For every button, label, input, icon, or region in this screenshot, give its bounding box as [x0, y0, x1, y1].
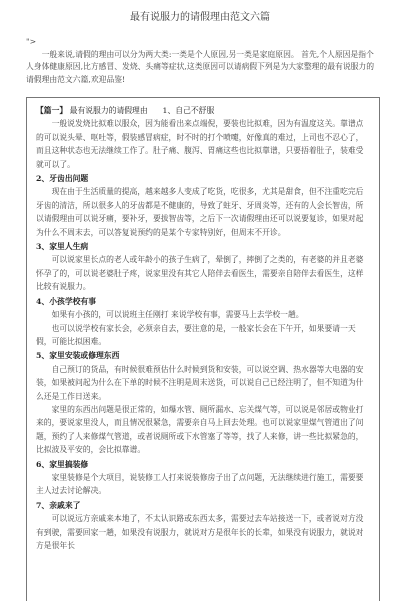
item-heading: 5、家里安装或修理东西 [36, 351, 120, 361]
item-heading: 6、家里搞装修 [36, 459, 89, 469]
section-title: 最有说服力的请假理由 [69, 106, 148, 115]
body-paragraph: 家里装修是个大项目，说装修工人打来说装修房子出了点问题，无法继续进行施工，需要要主人过去讨论解决。 [36, 472, 364, 496]
section-bracket: 【篇一】 [36, 106, 68, 115]
item-heading: 1、自己不舒服 [162, 106, 215, 115]
item-heading: 3、家里人生病 [36, 242, 89, 252]
body-paragraph: 可以说家里长点的老人或年龄小的孩子生病了，晕倒了，摔倒了之类的，有老婆的并且老婆怀孕了的，可以说老婆肚子疼，说家里没有其它人陪伴去看医生，需要亲自陪伴去看医生，这样比较有说服力。 [36, 255, 364, 292]
item-heading: 7、亲戚来了 [36, 500, 81, 510]
item-heading: 4、小孩学校有事 [36, 296, 97, 306]
intro-paragraph: 一般来说,请假的理由可以分为两大类:一类是个人原因,另一类是家庭原因。 首先,个人原因是指个人身体健康原因,比方感冒、发烧、头痛等症状,这类原因可以请病假下列是为大家整理的最有说服力的请假理由范文六篇,欢迎品鉴! [26, 49, 375, 85]
body-paragraph: 一般说发烧比拟难以服众，因为能看出来点端倪，要装也比拟难，因为有温度这关。靠谱点的可以说头晕、呕吐等，假装感冒病症，时不时的打个喷嚏，好像真的难过，上司也不忍心了，而且这种状态也无法继续工作了。肚子痛、腹泻、胃痛这些也比拟靠谱，只要捂着肚子，装难受就可以了。 [36, 119, 364, 169]
body-paragraph: 如果有小孩的，可以说班主任刚打 来说学校有事，需要马上去学校一趟。 [51, 310, 304, 320]
body-paragraph: 家里的东西出问题是很正常的，如爆水管、厕所漏水、忘关煤气等，可以说是邻居或物业打来的，要说家里没人，而且情况很紧急，需要亲自马上回去处理。也可以说家里煤气管道出了问题，预约了人来修煤气管道，或者说厕所或下水管塞了等等，找了人来修，讲一些比拟紧急的，比拟波及平安的，会比拟靠谱。 [36, 404, 364, 455]
section-heading [36, 104, 370, 117]
stray-mark: "> [26, 37, 37, 46]
item-heading: 2、牙齿出问题 [36, 174, 89, 184]
document-title: 最有说服力的请假理由范文六篇 [130, 12, 270, 23]
body-paragraph: 也可以说学校有家长会，必须亲自去，要注意的是，一般家长会在下午开，如果要请一天假，可能比拟困难。 [36, 323, 356, 346]
intro-block [26, 36, 376, 87]
body-paragraph: 可以说远方亲戚来本地了，不太认识路或东西太多，需要过去车站接送一下，或者说对方没有到驶，需要回家一趟，如果没有说服力，就说对方是很年长的长辈，如果没有说服力，就说对方是很年长 [36, 514, 364, 550]
section-content [36, 104, 370, 552]
body-paragraph: 自己预订的货品，有时候很难预估什么时候到货和安装，可以说空调、热水器等大电器的安装，如果被问起为什么在下单的时候不注明是周末送货，可以说自己已经注明了，但不知道为什么还是工作日送来。 [36, 364, 364, 401]
body-paragraph: 现在由于生活质量的提高，越来越多人变成了吃货，吃很多，尤其是甜食，但不注重吃完后牙齿的清洁，所以很多人的牙齿都是不健康的，导致了蛀牙、牙周炎等，还有的人会长智齿，所以请假理由可以说牙痛，要补牙，要拔智齿等，之后下一次请假理由还可以说要复诊，如果对起为什么不周末去，可以答复说预约的是某个专家特别好，但周末不开诊。 [36, 187, 364, 237]
